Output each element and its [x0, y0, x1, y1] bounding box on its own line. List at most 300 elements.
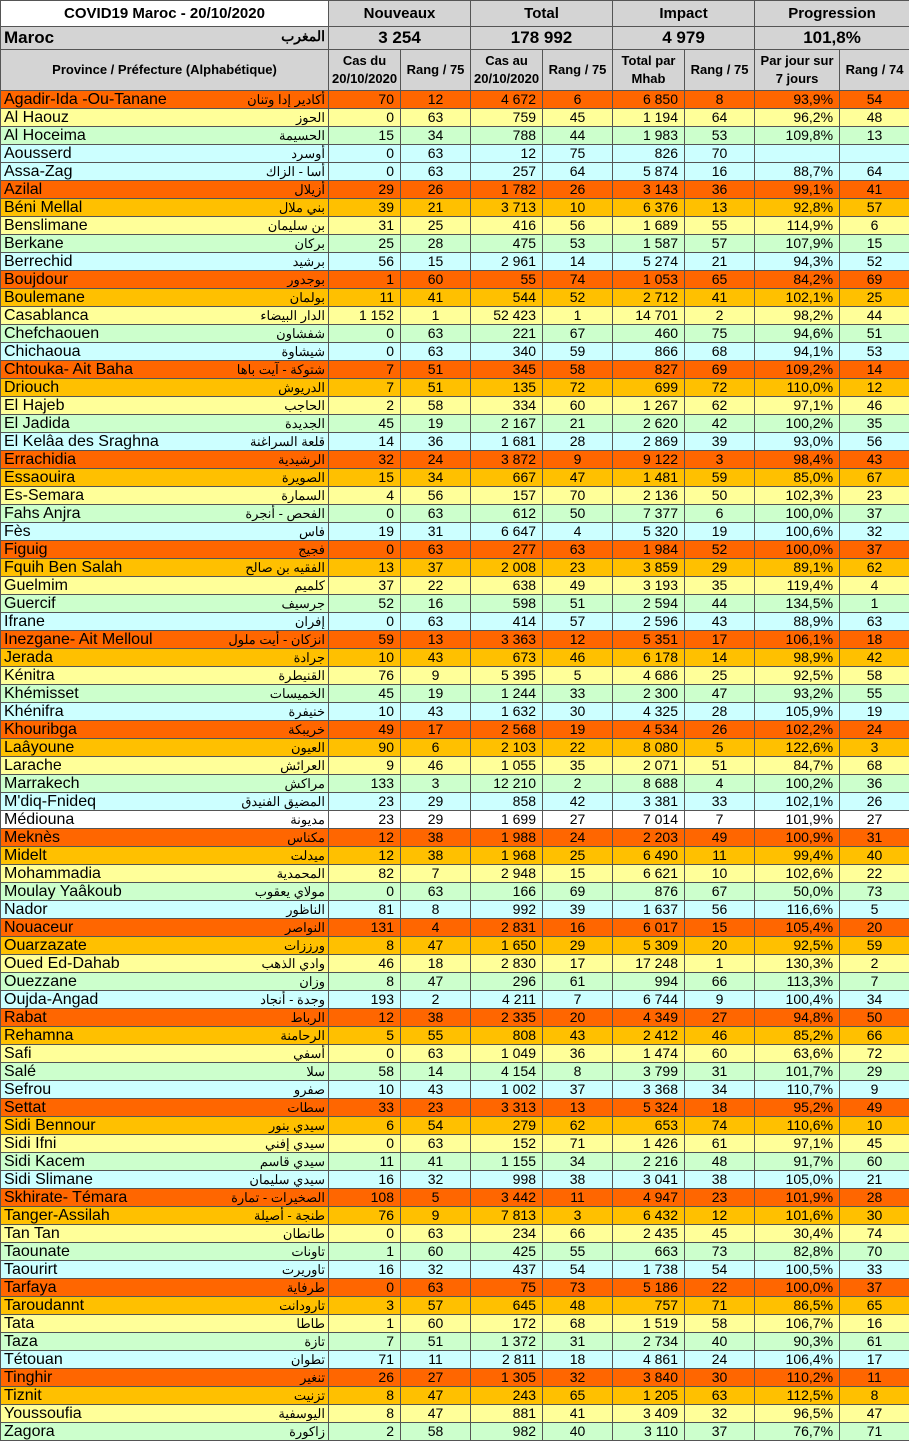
- province-name-cell: [1, 1225, 329, 1243]
- par-jour-cell: 109,2%: [755, 361, 840, 379]
- rang-progression-cell: 31: [840, 829, 909, 847]
- cas-du-cell: 26: [329, 1369, 401, 1387]
- cas-au-cell: 12 210: [471, 775, 543, 793]
- province-name-ar: مولاي يعقوب: [255, 883, 325, 900]
- cas-du-cell: 71: [329, 1351, 401, 1369]
- cas-au-cell: 4 154: [471, 1063, 543, 1081]
- rang-nouveaux-cell: 63: [401, 1279, 471, 1297]
- rang-total-cell: 67: [543, 325, 613, 343]
- rang-impact-cell: 68: [685, 343, 755, 361]
- table-row: [1, 127, 909, 145]
- cas-au-cell: 1 055: [471, 757, 543, 775]
- rang-total-cell: 2: [543, 775, 613, 793]
- province-name-cell: [1, 145, 329, 163]
- rang-impact-cell: 18: [685, 1099, 755, 1117]
- province-name-cell: [1, 793, 329, 811]
- rang-total-cell: 45: [543, 109, 613, 127]
- table-row: [1, 451, 909, 469]
- province-name-ar: أوسرد: [291, 145, 325, 162]
- table-row: [1, 523, 909, 541]
- rang-progression-cell: 61: [840, 1333, 909, 1351]
- rang-progression-cell: 17: [840, 1351, 909, 1369]
- cas-du-cell: 70: [329, 91, 401, 109]
- rang-progression-cell: 37: [840, 541, 909, 559]
- province-name-cell: [1, 505, 329, 523]
- table-row: [1, 433, 909, 451]
- rang-progression-cell: 29: [840, 1063, 909, 1081]
- rang-total-cell: 41: [543, 1405, 613, 1423]
- table-row: [1, 631, 909, 649]
- province-name-ar: انزكان - أيت ملول: [228, 631, 325, 648]
- rang-progression-cell: 49: [840, 1099, 909, 1117]
- cas-du-cell: 1: [329, 1315, 401, 1333]
- province-name-cell: [1, 163, 329, 181]
- rang-impact-cell: 13: [685, 199, 755, 217]
- rang-progression-cell: 69: [840, 271, 909, 289]
- total-par-mhab-cell: 5 874: [613, 163, 685, 181]
- rang-nouveaux-cell: 4: [401, 919, 471, 937]
- rang-progression-cell: 37: [840, 1279, 909, 1297]
- province-name-ar: وادي الذهب: [262, 955, 325, 972]
- par-jour-cell: 122,6%: [755, 739, 840, 757]
- province-name-ar: الناظور: [286, 901, 325, 918]
- province-name-fr: Sidi Ifni: [4, 1135, 56, 1152]
- province-name-cell: [1, 577, 329, 595]
- total-par-mhab-cell: 663: [613, 1243, 685, 1261]
- par-jour-cell: 84,7%: [755, 757, 840, 775]
- rang-progression-cell: 22: [840, 865, 909, 883]
- rang-progression-cell: 35: [840, 415, 909, 433]
- province-name-ar: طاطا: [296, 1315, 325, 1332]
- cas-du-cell: 133: [329, 775, 401, 793]
- province-name-ar: برشيد: [293, 253, 325, 270]
- rang-progression-cell: 64: [840, 163, 909, 181]
- rang-total-cell: 38: [543, 1171, 613, 1189]
- par-jour-cell: 106,7%: [755, 1315, 840, 1333]
- cas-du-cell: 7: [329, 379, 401, 397]
- par-jour-cell: 109,8%: [755, 127, 840, 145]
- province-name-fr: Khémisset: [4, 685, 79, 702]
- par-jour-cell: 134,5%: [755, 595, 840, 613]
- rang-impact-cell: 22: [685, 1279, 755, 1297]
- cas-du-cell: 16: [329, 1171, 401, 1189]
- rang-impact-cell: 74: [685, 1117, 755, 1135]
- par-jour-cell: 101,9%: [755, 811, 840, 829]
- rang-nouveaux-cell: 63: [401, 343, 471, 361]
- rang-total-cell: 40: [543, 1423, 613, 1441]
- province-name-fr: Tan Tan: [4, 1225, 60, 1242]
- rang-total-cell: 37: [543, 1081, 613, 1099]
- total-par-mhab-cell: 5 186: [613, 1279, 685, 1297]
- rang-nouveaux-cell: 63: [401, 163, 471, 181]
- table-row: [1, 199, 909, 217]
- province-name-cell: [1, 199, 329, 217]
- cas-du-cell: 12: [329, 847, 401, 865]
- rang-nouveaux-cell: 14: [401, 1063, 471, 1081]
- total-par-mhab-cell: 827: [613, 361, 685, 379]
- rang-impact-cell: 56: [685, 901, 755, 919]
- rang-total-cell: 18: [543, 1351, 613, 1369]
- province-name-fr: Oued Ed-Dahab: [4, 955, 120, 972]
- total-par-mhab-cell: 17 248: [613, 955, 685, 973]
- rang-nouveaux-cell: 60: [401, 1315, 471, 1333]
- cas-au-cell: 1 632: [471, 703, 543, 721]
- cas-du-cell: 0: [329, 541, 401, 559]
- cas-au-cell: 296: [471, 973, 543, 991]
- cas-du-cell: 193: [329, 991, 401, 1009]
- province-name-cell: [1, 1243, 329, 1261]
- cas-du-cell: 0: [329, 1279, 401, 1297]
- group-header-nouveaux: Nouveaux: [329, 1, 471, 27]
- rang-impact-cell: 31: [685, 1063, 755, 1081]
- rang-progression-cell: 20: [840, 919, 909, 937]
- table-row: [1, 1189, 909, 1207]
- cas-du-cell: 0: [329, 1225, 401, 1243]
- cas-du-cell: 4: [329, 487, 401, 505]
- par-jour-cell: 97,1%: [755, 397, 840, 415]
- province-name-fr: Larache: [4, 757, 62, 774]
- cas-du-cell: 0: [329, 145, 401, 163]
- rang-impact-cell: 23: [685, 1189, 755, 1207]
- par-jour-cell: 101,6%: [755, 1207, 840, 1225]
- table-row: [1, 811, 909, 829]
- total-par-mhab-cell: 2 136: [613, 487, 685, 505]
- rang-progression-cell: 15: [840, 235, 909, 253]
- rang-progression-cell: 10: [840, 1117, 909, 1135]
- province-name-fr: M'diq-Fnideq: [4, 793, 96, 810]
- province-name-fr: Khénifra: [4, 703, 64, 720]
- country-impact: 4 979: [613, 27, 755, 50]
- province-name-cell: [1, 343, 329, 361]
- province-name-ar: شتوكة - آيت باها: [237, 361, 325, 378]
- rang-progression-cell: [840, 145, 909, 163]
- rang-nouveaux-cell: 43: [401, 1081, 471, 1099]
- province-name-ar: تنغير: [300, 1369, 325, 1386]
- province-name-fr: Boujdour: [4, 271, 68, 288]
- par-jour-cell: 110,7%: [755, 1081, 840, 1099]
- province-name-cell: [1, 919, 329, 937]
- rang-nouveaux-cell: 21: [401, 199, 471, 217]
- rang-nouveaux-cell: 29: [401, 793, 471, 811]
- province-name-fr: Chichaoua: [4, 343, 81, 360]
- rang-total-cell: 55: [543, 1243, 613, 1261]
- total-par-mhab-cell: 14 701: [613, 307, 685, 325]
- rang-nouveaux-cell: 34: [401, 469, 471, 487]
- province-name-cell: [1, 1009, 329, 1027]
- table-row: [1, 91, 909, 109]
- table-row: [1, 181, 909, 199]
- cas-au-cell: 475: [471, 235, 543, 253]
- rang-progression-cell: 27: [840, 811, 909, 829]
- rang-total-cell: 12: [543, 631, 613, 649]
- rang-nouveaux-cell: 9: [401, 1207, 471, 1225]
- province-name-fr: Tiznit: [4, 1387, 42, 1404]
- cas-du-cell: 90: [329, 739, 401, 757]
- rang-nouveaux-cell: 47: [401, 1405, 471, 1423]
- rang-nouveaux-cell: 41: [401, 289, 471, 307]
- total-par-mhab-cell: 826: [613, 145, 685, 163]
- table-row: [1, 343, 909, 361]
- par-jour-cell: 100,0%: [755, 505, 840, 523]
- total-par-mhab-cell: 876: [613, 883, 685, 901]
- cas-au-cell: 3 872: [471, 451, 543, 469]
- rang-impact-cell: 4: [685, 775, 755, 793]
- rang-nouveaux-cell: 2: [401, 991, 471, 1009]
- table-row: [1, 1387, 909, 1405]
- cas-du-cell: 45: [329, 415, 401, 433]
- province-name-fr: Fquih Ben Salah: [4, 559, 122, 576]
- total-par-mhab-cell: 1 637: [613, 901, 685, 919]
- province-name-ar: الصخيرات - تمارة: [231, 1189, 325, 1206]
- rang-nouveaux-cell: 37: [401, 559, 471, 577]
- table-row: [1, 541, 909, 559]
- rang-total-cell: 1: [543, 307, 613, 325]
- rang-impact-cell: 55: [685, 217, 755, 235]
- rang-progression-cell: 23: [840, 487, 909, 505]
- cas-du-cell: 81: [329, 901, 401, 919]
- table-row: [1, 955, 909, 973]
- par-jour-cell: 92,5%: [755, 667, 840, 685]
- rang-impact-cell: 57: [685, 235, 755, 253]
- province-name-fr: Taourirt: [4, 1261, 57, 1278]
- header-row-groups: [1, 1, 909, 27]
- rang-impact-cell: 6: [685, 505, 755, 523]
- total-par-mhab-cell: 4 534: [613, 721, 685, 739]
- rang-impact-cell: 11: [685, 847, 755, 865]
- total-par-mhab-cell: 1 587: [613, 235, 685, 253]
- total-par-mhab-cell: 6 376: [613, 199, 685, 217]
- rang-total-cell: 39: [543, 901, 613, 919]
- province-name-cell: [1, 289, 329, 307]
- table-row: [1, 163, 909, 181]
- rang-total-cell: 4: [543, 523, 613, 541]
- cas-du-cell: 0: [329, 613, 401, 631]
- province-name-cell: [1, 307, 329, 325]
- total-par-mhab-cell: 2 203: [613, 829, 685, 847]
- total-par-mhab-cell: 2 300: [613, 685, 685, 703]
- rang-progression-cell: 53: [840, 343, 909, 361]
- cas-au-cell: 1 305: [471, 1369, 543, 1387]
- province-name-fr: Médiouna: [4, 811, 74, 828]
- rang-impact-cell: 14: [685, 649, 755, 667]
- cas-du-cell: 52: [329, 595, 401, 613]
- province-name-fr: Taroudannt: [4, 1297, 84, 1314]
- cas-du-cell: 11: [329, 1153, 401, 1171]
- rang-nouveaux-cell: 43: [401, 649, 471, 667]
- rang-total-cell: 14: [543, 253, 613, 271]
- rang-nouveaux-cell: 51: [401, 361, 471, 379]
- province-name-ar: خنيفرة: [289, 703, 325, 720]
- cas-au-cell: 4 672: [471, 91, 543, 109]
- total-par-mhab-cell: 8 688: [613, 775, 685, 793]
- column-header-rang-2: Rang / 75: [543, 50, 613, 91]
- par-jour-cell: 106,4%: [755, 1351, 840, 1369]
- province-name-ar: بني ملال: [279, 199, 325, 216]
- cas-du-cell: 0: [329, 163, 401, 181]
- rang-total-cell: 31: [543, 1333, 613, 1351]
- rang-nouveaux-cell: 36: [401, 433, 471, 451]
- par-jour-cell: 100,0%: [755, 1279, 840, 1297]
- total-par-mhab-cell: 3 143: [613, 181, 685, 199]
- rang-nouveaux-cell: 7: [401, 865, 471, 883]
- province-name-fr: Kénitra: [4, 667, 55, 684]
- cas-au-cell: 2 831: [471, 919, 543, 937]
- rang-impact-cell: 62: [685, 397, 755, 415]
- par-jour-cell: 102,1%: [755, 793, 840, 811]
- province-name-fr: Aousserd: [4, 145, 72, 162]
- rang-nouveaux-cell: 58: [401, 397, 471, 415]
- cas-au-cell: 1 699: [471, 811, 543, 829]
- cas-du-cell: 8: [329, 973, 401, 991]
- rang-impact-cell: 49: [685, 829, 755, 847]
- total-par-mhab-cell: 2 596: [613, 613, 685, 631]
- table-row: [1, 613, 909, 631]
- par-jour-cell: 99,4%: [755, 847, 840, 865]
- province-name-ar: أسفي: [293, 1045, 325, 1062]
- cas-au-cell: 135: [471, 379, 543, 397]
- cas-du-cell: 29: [329, 181, 401, 199]
- rang-total-cell: 59: [543, 343, 613, 361]
- total-par-mhab-cell: 5 309: [613, 937, 685, 955]
- rang-impact-cell: 58: [685, 1315, 755, 1333]
- cas-au-cell: 992: [471, 901, 543, 919]
- par-jour-cell: 93,9%: [755, 91, 840, 109]
- province-name-cell: [1, 1369, 329, 1387]
- rang-progression-cell: 8: [840, 1387, 909, 1405]
- cas-du-cell: 10: [329, 649, 401, 667]
- total-par-mhab-cell: 4 349: [613, 1009, 685, 1027]
- cas-au-cell: 221: [471, 325, 543, 343]
- rang-total-cell: 6: [543, 91, 613, 109]
- rang-total-cell: 25: [543, 847, 613, 865]
- province-name-fr: Skhirate- Témara: [4, 1189, 127, 1206]
- province-name-fr: Marrakech: [4, 775, 80, 792]
- column-header-rang-4: Rang / 74: [840, 50, 909, 91]
- total-par-mhab-cell: 6 178: [613, 649, 685, 667]
- rang-progression-cell: 14: [840, 361, 909, 379]
- total-par-mhab-cell: 4 686: [613, 667, 685, 685]
- province-name-cell: [1, 649, 329, 667]
- cas-du-cell: 6: [329, 1117, 401, 1135]
- rang-nouveaux-cell: 46: [401, 757, 471, 775]
- rang-nouveaux-cell: 29: [401, 811, 471, 829]
- rang-nouveaux-cell: 34: [401, 127, 471, 145]
- cas-du-cell: 16: [329, 1261, 401, 1279]
- rang-impact-cell: 10: [685, 865, 755, 883]
- province-name-cell: [1, 451, 329, 469]
- rang-impact-cell: 40: [685, 1333, 755, 1351]
- rang-progression-cell: 43: [840, 451, 909, 469]
- par-jour-cell: 85,2%: [755, 1027, 840, 1045]
- cas-du-cell: 49: [329, 721, 401, 739]
- province-name-cell: [1, 559, 329, 577]
- total-par-mhab-cell: 1 474: [613, 1045, 685, 1063]
- province-name-ar: أكادير إدا وتنان: [247, 91, 325, 108]
- rang-impact-cell: 54: [685, 1261, 755, 1279]
- total-par-mhab-cell: 1 205: [613, 1387, 685, 1405]
- rang-nouveaux-cell: 56: [401, 487, 471, 505]
- rang-nouveaux-cell: 63: [401, 541, 471, 559]
- cas-au-cell: 598: [471, 595, 543, 613]
- rang-total-cell: 26: [543, 181, 613, 199]
- province-name-fr: Tarfaya: [4, 1279, 56, 1296]
- total-par-mhab-cell: 4 861: [613, 1351, 685, 1369]
- rang-nouveaux-cell: 58: [401, 1423, 471, 1441]
- rang-progression-cell: 7: [840, 973, 909, 991]
- rang-progression-cell: 42: [840, 649, 909, 667]
- rang-total-cell: 19: [543, 721, 613, 739]
- province-name-cell: [1, 1135, 329, 1153]
- total-par-mhab-cell: 460: [613, 325, 685, 343]
- total-par-mhab-cell: 1 519: [613, 1315, 685, 1333]
- table-row: [1, 1405, 909, 1423]
- cas-au-cell: 998: [471, 1171, 543, 1189]
- province-name-fr: Es-Semara: [4, 487, 84, 504]
- province-name-ar: الرباط: [291, 1009, 325, 1026]
- rang-nouveaux-cell: 63: [401, 1045, 471, 1063]
- par-jour-cell: 100,2%: [755, 775, 840, 793]
- province-name-fr: Tanger-Assilah: [4, 1207, 110, 1224]
- par-jour-cell: 116,6%: [755, 901, 840, 919]
- rang-nouveaux-cell: 27: [401, 1369, 471, 1387]
- rang-impact-cell: 64: [685, 109, 755, 127]
- province-name-ar: كلميم: [294, 577, 325, 594]
- province-name-fr: Chtouka- Ait Baha: [4, 361, 133, 378]
- table-row: [1, 1279, 909, 1297]
- table-row: [1, 109, 909, 127]
- rang-progression-cell: 6: [840, 217, 909, 235]
- par-jour-cell: 76,7%: [755, 1423, 840, 1441]
- province-name-ar: قلعة السراغنة: [250, 433, 325, 450]
- rang-progression-cell: 33: [840, 1261, 909, 1279]
- cas-du-cell: 58: [329, 1063, 401, 1081]
- table-row: [1, 1063, 909, 1081]
- province-name-cell: [1, 1189, 329, 1207]
- par-jour-cell: 105,4%: [755, 919, 840, 937]
- cas-au-cell: 279: [471, 1117, 543, 1135]
- rang-progression-cell: 51: [840, 325, 909, 343]
- province-name-ar: الرشيدية: [278, 451, 325, 468]
- column-header-cas-du: Cas du 20/10/2020: [329, 50, 401, 91]
- province-name-fr: Sidi Kacem: [4, 1153, 85, 1170]
- country-name-fr: Maroc: [4, 28, 54, 47]
- province-name-fr: Zagora: [4, 1423, 55, 1440]
- rang-progression-cell: 34: [840, 991, 909, 1009]
- cas-au-cell: 673: [471, 649, 543, 667]
- province-name-cell: [1, 1081, 329, 1099]
- province-name-fr: Jerada: [4, 649, 53, 666]
- par-jour-cell: [755, 145, 840, 163]
- rang-nouveaux-cell: 3: [401, 775, 471, 793]
- rang-total-cell: 72: [543, 379, 613, 397]
- rang-total-cell: 54: [543, 1261, 613, 1279]
- table-row: [1, 145, 909, 163]
- total-par-mhab-cell: 2 216: [613, 1153, 685, 1171]
- table-row: [1, 505, 909, 523]
- cas-au-cell: 234: [471, 1225, 543, 1243]
- total-par-mhab-cell: 2 594: [613, 595, 685, 613]
- rang-impact-cell: 25: [685, 667, 755, 685]
- par-jour-cell: 88,7%: [755, 163, 840, 181]
- total-par-mhab-cell: 3 110: [613, 1423, 685, 1441]
- rang-impact-cell: 47: [685, 685, 755, 703]
- rang-total-cell: 32: [543, 1369, 613, 1387]
- province-name-fr: Tétouan: [4, 1351, 63, 1368]
- total-par-mhab-cell: 757: [613, 1297, 685, 1315]
- province-name-fr: Fahs Anjra: [4, 505, 80, 522]
- par-jour-cell: 98,9%: [755, 649, 840, 667]
- province-name-cell: [1, 127, 329, 145]
